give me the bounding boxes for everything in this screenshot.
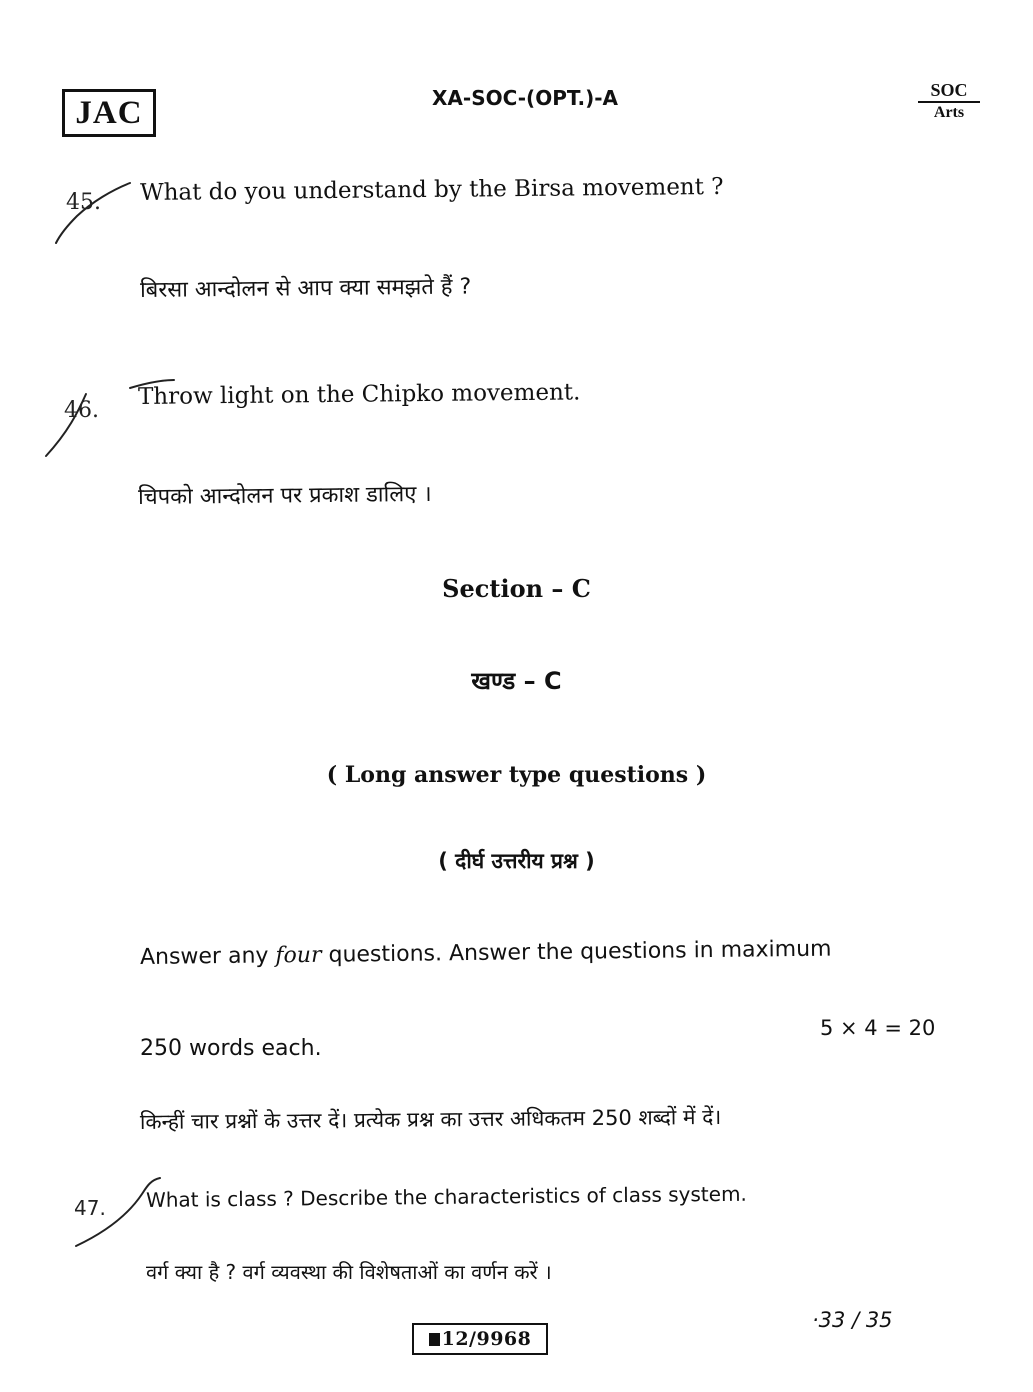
question-46-english: Throw light on the Chipko movement. bbox=[137, 379, 581, 410]
board-logo: JAC bbox=[62, 89, 156, 137]
instruction-line-2: 250 words each. bbox=[140, 1036, 322, 1061]
square-marker-icon bbox=[429, 1333, 440, 1346]
question-number-47: 47. bbox=[74, 1196, 106, 1220]
question-number-46: 46. bbox=[64, 398, 99, 423]
instruction-suffix: questions. Answer the questions in maximum bbox=[321, 936, 832, 968]
subject-bottom: Arts bbox=[933, 104, 965, 121]
instruction-prefix: Answer any bbox=[139, 943, 276, 970]
instruction-line-1-text bbox=[140, 937, 832, 970]
instruction-line-1 bbox=[140, 935, 942, 970]
subject-label bbox=[918, 80, 980, 123]
subject-top: SOC bbox=[918, 80, 980, 103]
section-type-english: ( Long answer type questions ) bbox=[326, 762, 707, 788]
paper-code: XA-SOC-(OPT.)-A bbox=[432, 86, 618, 110]
footer-code: 12/9968 bbox=[441, 1328, 532, 1350]
page-number: ·33 / 35 bbox=[812, 1308, 893, 1332]
question-47-english: What is class ? Describe the characteristics of class system. bbox=[145, 1181, 747, 1212]
instruction-hindi: किन्हीं चार प्रश्नों के उत्तर दें। प्रत्येक प्रश्न का उत्तर अधिकतम 250 शब्दों में दें। bbox=[139, 1104, 722, 1134]
question-45-hindi: बिरसा आन्दोलन से आप क्या समझते हैं ? bbox=[139, 274, 472, 303]
marks-allocation: 5 × 4 = 20 bbox=[820, 1016, 936, 1040]
question-number-45: 45. bbox=[66, 190, 101, 215]
instruction-emphasis: four bbox=[275, 942, 322, 969]
question-45-english: What do you understand by the Birsa movement ? bbox=[139, 173, 724, 206]
question-46-hindi: चिपको आन्दोलन पर प्रकाश डालिए । bbox=[137, 481, 432, 510]
question-47-hindi: वर्ग क्या है ? वर्ग व्यवस्था की विशेषताओं का वर्णन करें । bbox=[146, 1260, 552, 1284]
section-title-english: Section – C bbox=[442, 574, 591, 603]
section-title-hindi: खण्ड – C bbox=[471, 667, 562, 695]
section-type-hindi: ( दीर्घ उत्तरीय प्रश्न ) bbox=[438, 849, 595, 873]
footer-code-box bbox=[412, 1323, 548, 1355]
